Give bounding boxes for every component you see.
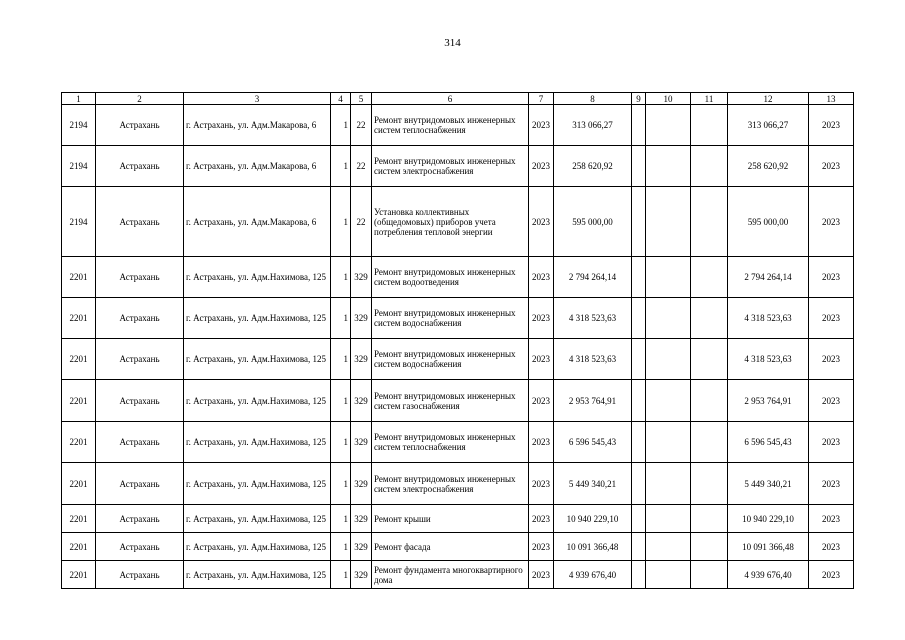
cell-col11 xyxy=(691,561,728,589)
cell-col4: 1 xyxy=(331,146,351,187)
cell-col9 xyxy=(632,298,646,339)
cell-col11 xyxy=(691,187,728,257)
cell-col10 xyxy=(646,298,691,339)
cell-address: г. Астрахань, ул. Адм.Нахимова, 125 xyxy=(184,339,331,380)
column-header: 8 xyxy=(554,93,632,105)
column-header: 7 xyxy=(529,93,554,105)
cell-year: 2023 xyxy=(529,463,554,505)
cell-col11 xyxy=(691,105,728,146)
cell-col5: 329 xyxy=(351,380,372,422)
column-header: 4 xyxy=(331,93,351,105)
cell-id: 2194 xyxy=(62,187,96,257)
cell-total: 4 939 676,40 xyxy=(728,561,809,589)
cell-id: 2201 xyxy=(62,505,96,533)
column-header: 12 xyxy=(728,93,809,105)
cell-col10 xyxy=(646,380,691,422)
cell-cost: 2 794 264,14 xyxy=(554,257,632,298)
cell-col11 xyxy=(691,422,728,463)
cell-col4: 1 xyxy=(331,187,351,257)
cell-col13: 2023 xyxy=(809,146,854,187)
cell-col13: 2023 xyxy=(809,505,854,533)
cell-col13: 2023 xyxy=(809,561,854,589)
cell-work-type: Ремонт внутридомовых инженерных систем теплоснабжения xyxy=(372,105,529,146)
page-number: 314 xyxy=(444,37,461,49)
column-header: 1 xyxy=(62,93,96,105)
table-row xyxy=(62,187,854,257)
cell-col5: 329 xyxy=(351,422,372,463)
cell-col5: 329 xyxy=(351,463,372,505)
cell-col9 xyxy=(632,187,646,257)
table-row xyxy=(62,533,854,561)
cell-city: Астрахань xyxy=(96,463,184,505)
cell-col11 xyxy=(691,298,728,339)
cell-year: 2023 xyxy=(529,105,554,146)
cell-col9 xyxy=(632,533,646,561)
cell-cost: 313 066,27 xyxy=(554,105,632,146)
cell-col9 xyxy=(632,339,646,380)
cell-city: Астрахань xyxy=(96,380,184,422)
table-row xyxy=(62,339,854,380)
cell-work-type: Установка коллективных (общедомовых) приборов учета потребления тепловой энергии xyxy=(372,187,529,257)
cell-total: 10 091 366,48 xyxy=(728,533,809,561)
cell-id: 2201 xyxy=(62,298,96,339)
cell-address: г. Астрахань, ул. Адм.Нахимова, 125 xyxy=(184,422,331,463)
table-row xyxy=(62,561,854,589)
cell-city: Астрахань xyxy=(96,339,184,380)
cell-year: 2023 xyxy=(529,146,554,187)
cell-col9 xyxy=(632,146,646,187)
cell-year: 2023 xyxy=(529,505,554,533)
cell-cost: 4 318 523,63 xyxy=(554,339,632,380)
cell-col10 xyxy=(646,187,691,257)
table-row xyxy=(62,505,854,533)
cell-col13: 2023 xyxy=(809,533,854,561)
cell-col5: 329 xyxy=(351,298,372,339)
cell-cost: 5 449 340,21 xyxy=(554,463,632,505)
cell-city: Астрахань xyxy=(96,422,184,463)
cell-col9 xyxy=(632,105,646,146)
cell-col11 xyxy=(691,257,728,298)
cell-col4: 1 xyxy=(331,257,351,298)
cell-work-type: Ремонт фасада xyxy=(372,533,529,561)
cell-col11 xyxy=(691,505,728,533)
table-row xyxy=(62,380,854,422)
cell-col9 xyxy=(632,422,646,463)
cell-total: 2 953 764,91 xyxy=(728,380,809,422)
cell-col11 xyxy=(691,463,728,505)
cell-total: 2 794 264,14 xyxy=(728,257,809,298)
cell-address: г. Астрахань, ул. Адм.Нахимова, 125 xyxy=(184,463,331,505)
cell-col9 xyxy=(632,561,646,589)
cell-total: 6 596 545,43 xyxy=(728,422,809,463)
cell-work-type: Ремонт внутридомовых инженерных систем газоснабжения xyxy=(372,380,529,422)
cell-col4: 1 xyxy=(331,298,351,339)
table-row xyxy=(62,105,854,146)
cell-col9 xyxy=(632,505,646,533)
cell-col4: 1 xyxy=(331,463,351,505)
cell-city: Астрахань xyxy=(96,146,184,187)
cell-total: 258 620,92 xyxy=(728,146,809,187)
cell-total: 10 940 229,10 xyxy=(728,505,809,533)
cell-address: г. Астрахань, ул. Адм.Нахимова, 125 xyxy=(184,298,331,339)
cell-col5: 329 xyxy=(351,339,372,380)
cell-id: 2201 xyxy=(62,463,96,505)
cell-col13: 2023 xyxy=(809,463,854,505)
cell-col10 xyxy=(646,422,691,463)
cell-year: 2023 xyxy=(529,380,554,422)
column-header: 11 xyxy=(691,93,728,105)
cell-work-type: Ремонт внутридомовых инженерных систем водоснабжения xyxy=(372,298,529,339)
cell-address: г. Астрахань, ул. Адм.Нахимова, 125 xyxy=(184,505,331,533)
cell-year: 2023 xyxy=(529,339,554,380)
table-header-row xyxy=(62,93,854,105)
cell-col5: 22 xyxy=(351,105,372,146)
cell-city: Астрахань xyxy=(96,257,184,298)
cell-col10 xyxy=(646,105,691,146)
cell-col11 xyxy=(691,380,728,422)
cell-id: 2201 xyxy=(62,422,96,463)
cell-work-type: Ремонт внутридомовых инженерных систем электроснабжения xyxy=(372,146,529,187)
cell-col5: 22 xyxy=(351,187,372,257)
cell-work-type: Ремонт фундамента многоквартирного дома xyxy=(372,561,529,589)
cell-col4: 1 xyxy=(331,380,351,422)
table-row xyxy=(62,146,854,187)
table-row xyxy=(62,298,854,339)
cell-id: 2194 xyxy=(62,105,96,146)
cell-col13: 2023 xyxy=(809,380,854,422)
cell-col5: 329 xyxy=(351,533,372,561)
cell-city: Астрахань xyxy=(96,105,184,146)
cell-cost: 10 091 366,48 xyxy=(554,533,632,561)
cell-id: 2201 xyxy=(62,380,96,422)
cell-work-type: Ремонт крыши xyxy=(372,505,529,533)
cell-address: г. Астрахань, ул. Адм.Макарова, 6 xyxy=(184,146,331,187)
table-row xyxy=(62,463,854,505)
cell-col5: 329 xyxy=(351,505,372,533)
cell-cost: 595 000,00 xyxy=(554,187,632,257)
cell-year: 2023 xyxy=(529,187,554,257)
cell-total: 4 318 523,63 xyxy=(728,298,809,339)
cell-col9 xyxy=(632,257,646,298)
cell-col10 xyxy=(646,463,691,505)
cell-id: 2194 xyxy=(62,146,96,187)
cell-col10 xyxy=(646,257,691,298)
cell-col5: 22 xyxy=(351,146,372,187)
cell-year: 2023 xyxy=(529,533,554,561)
cell-col13: 2023 xyxy=(809,187,854,257)
cell-year: 2023 xyxy=(529,561,554,589)
cell-cost: 6 596 545,43 xyxy=(554,422,632,463)
cell-address: г. Астрахань, ул. Адм.Нахимова, 125 xyxy=(184,533,331,561)
cell-col9 xyxy=(632,463,646,505)
cell-col11 xyxy=(691,339,728,380)
cell-address: г. Астрахань, ул. Адм.Макарова, 6 xyxy=(184,187,331,257)
cell-col13: 2023 xyxy=(809,257,854,298)
cell-year: 2023 xyxy=(529,298,554,339)
cell-col11 xyxy=(691,146,728,187)
cell-col13: 2023 xyxy=(809,298,854,339)
cell-col4: 1 xyxy=(331,561,351,589)
cell-year: 2023 xyxy=(529,422,554,463)
cell-cost: 10 940 229,10 xyxy=(554,505,632,533)
cell-city: Астрахань xyxy=(96,561,184,589)
cell-address: г. Астрахань, ул. Адм.Нахимова, 125 xyxy=(184,380,331,422)
column-header: 2 xyxy=(96,93,184,105)
cell-col10 xyxy=(646,339,691,380)
cell-cost: 2 953 764,91 xyxy=(554,380,632,422)
column-header: 3 xyxy=(184,93,331,105)
cell-total: 5 449 340,21 xyxy=(728,463,809,505)
cell-work-type: Ремонт внутридомовых инженерных систем водоотведения xyxy=(372,257,529,298)
cell-work-type: Ремонт внутридомовых инженерных систем теплоснабжения xyxy=(372,422,529,463)
cell-col4: 1 xyxy=(331,505,351,533)
cell-id: 2201 xyxy=(62,339,96,380)
cell-col10 xyxy=(646,561,691,589)
cell-city: Астрахань xyxy=(96,505,184,533)
cell-col4: 1 xyxy=(331,339,351,380)
cell-work-type: Ремонт внутридомовых инженерных систем электроснабжения xyxy=(372,463,529,505)
table-row xyxy=(62,257,854,298)
cell-cost: 4 939 676,40 xyxy=(554,561,632,589)
cell-col13: 2023 xyxy=(809,105,854,146)
cell-cost: 4 318 523,63 xyxy=(554,298,632,339)
column-header: 5 xyxy=(351,93,372,105)
cell-work-type: Ремонт внутридомовых инженерных систем водоснабжения xyxy=(372,339,529,380)
cell-col10 xyxy=(646,533,691,561)
column-header: 10 xyxy=(646,93,691,105)
cell-col11 xyxy=(691,533,728,561)
cell-cost: 258 620,92 xyxy=(554,146,632,187)
cell-col13: 2023 xyxy=(809,339,854,380)
table-row xyxy=(62,422,854,463)
cell-col4: 1 xyxy=(331,105,351,146)
cell-city: Астрахань xyxy=(96,187,184,257)
column-header: 9 xyxy=(632,93,646,105)
cell-total: 313 066,27 xyxy=(728,105,809,146)
cell-total: 595 000,00 xyxy=(728,187,809,257)
cell-col5: 329 xyxy=(351,257,372,298)
cell-address: г. Астрахань, ул. Адм.Нахимова, 125 xyxy=(184,561,331,589)
cell-address: г. Астрахань, ул. Адм.Макарова, 6 xyxy=(184,105,331,146)
cell-col10 xyxy=(646,146,691,187)
cell-id: 2201 xyxy=(62,561,96,589)
cell-id: 2201 xyxy=(62,533,96,561)
cell-col4: 1 xyxy=(331,533,351,561)
cell-col9 xyxy=(632,380,646,422)
cell-col10 xyxy=(646,505,691,533)
column-header: 6 xyxy=(372,93,529,105)
cell-id: 2201 xyxy=(62,257,96,298)
cell-city: Астрахань xyxy=(96,298,184,339)
cell-col13: 2023 xyxy=(809,422,854,463)
cell-col5: 329 xyxy=(351,561,372,589)
column-header: 13 xyxy=(809,93,854,105)
cell-year: 2023 xyxy=(529,257,554,298)
cell-col4: 1 xyxy=(331,422,351,463)
capital-repair-table xyxy=(61,92,854,589)
cell-total: 4 318 523,63 xyxy=(728,339,809,380)
cell-address: г. Астрахань, ул. Адм.Нахимова, 125 xyxy=(184,257,331,298)
cell-city: Астрахань xyxy=(96,533,184,561)
